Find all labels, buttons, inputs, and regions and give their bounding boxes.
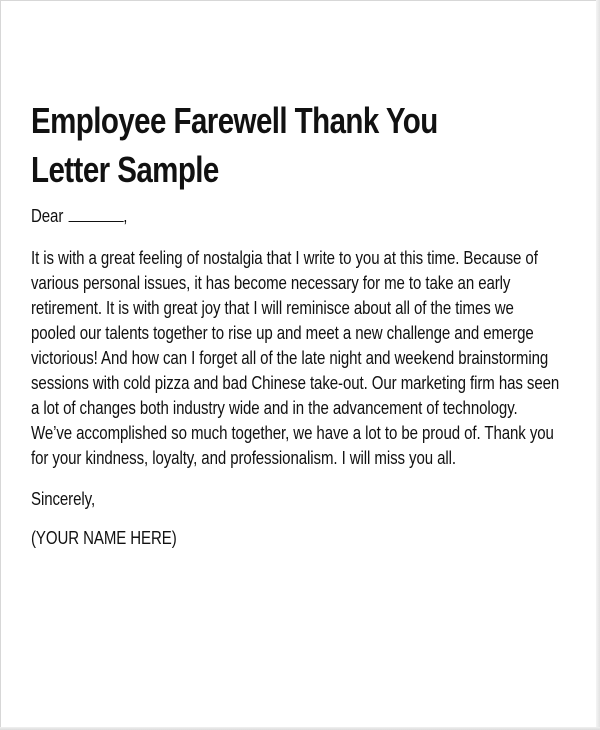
salutation — [31, 204, 574, 229]
body-line-5: victorious! And how can I forget all of the late night and weekend brainstorming — [31, 348, 549, 368]
letter-title-line-2: Letter Sample — [31, 149, 219, 190]
letter-body-text — [31, 204, 574, 551]
body-line-8: We’ve accomplished so much together, we have a lot to be proud of. Thank you — [31, 423, 554, 443]
body-line-3: retirement. It is with great joy that I will reminisce about all of the times we — [31, 298, 514, 318]
signature-placeholder: (YOUR NAME HERE) — [31, 528, 177, 548]
closing: Sincerely, — [31, 489, 96, 509]
body-line-6: sessions with cold pizza and bad Chinese take-out. Our marketing firm has seen — [31, 373, 560, 393]
letter-title-line-1: Employee Farewell Thank You — [31, 100, 438, 141]
page-right-shadow — [596, 0, 600, 730]
body-line-4: pooled our talents together to rise up and meet a new challenge and emerge — [31, 323, 534, 343]
salutation-suffix: , — [123, 206, 128, 226]
letter-title — [31, 96, 572, 194]
letter-paragraph — [31, 246, 574, 471]
letter-content — [31, 96, 576, 551]
body-line-7: a lot of changes both industry wide and in the advancement of technology. — [31, 398, 518, 418]
body-line-2: various personal issues, it has become necessary for me to take an early — [31, 273, 511, 293]
recipient-blank-line — [68, 220, 123, 222]
salutation-prefix: Dear — [31, 206, 64, 226]
body-line-1: It is with a great feeling of nostalgia that I write to you at this time. Because of — [31, 248, 538, 268]
body-line-9: for your kindness, loyalty, and professionalism. I will miss you all. — [31, 448, 456, 468]
